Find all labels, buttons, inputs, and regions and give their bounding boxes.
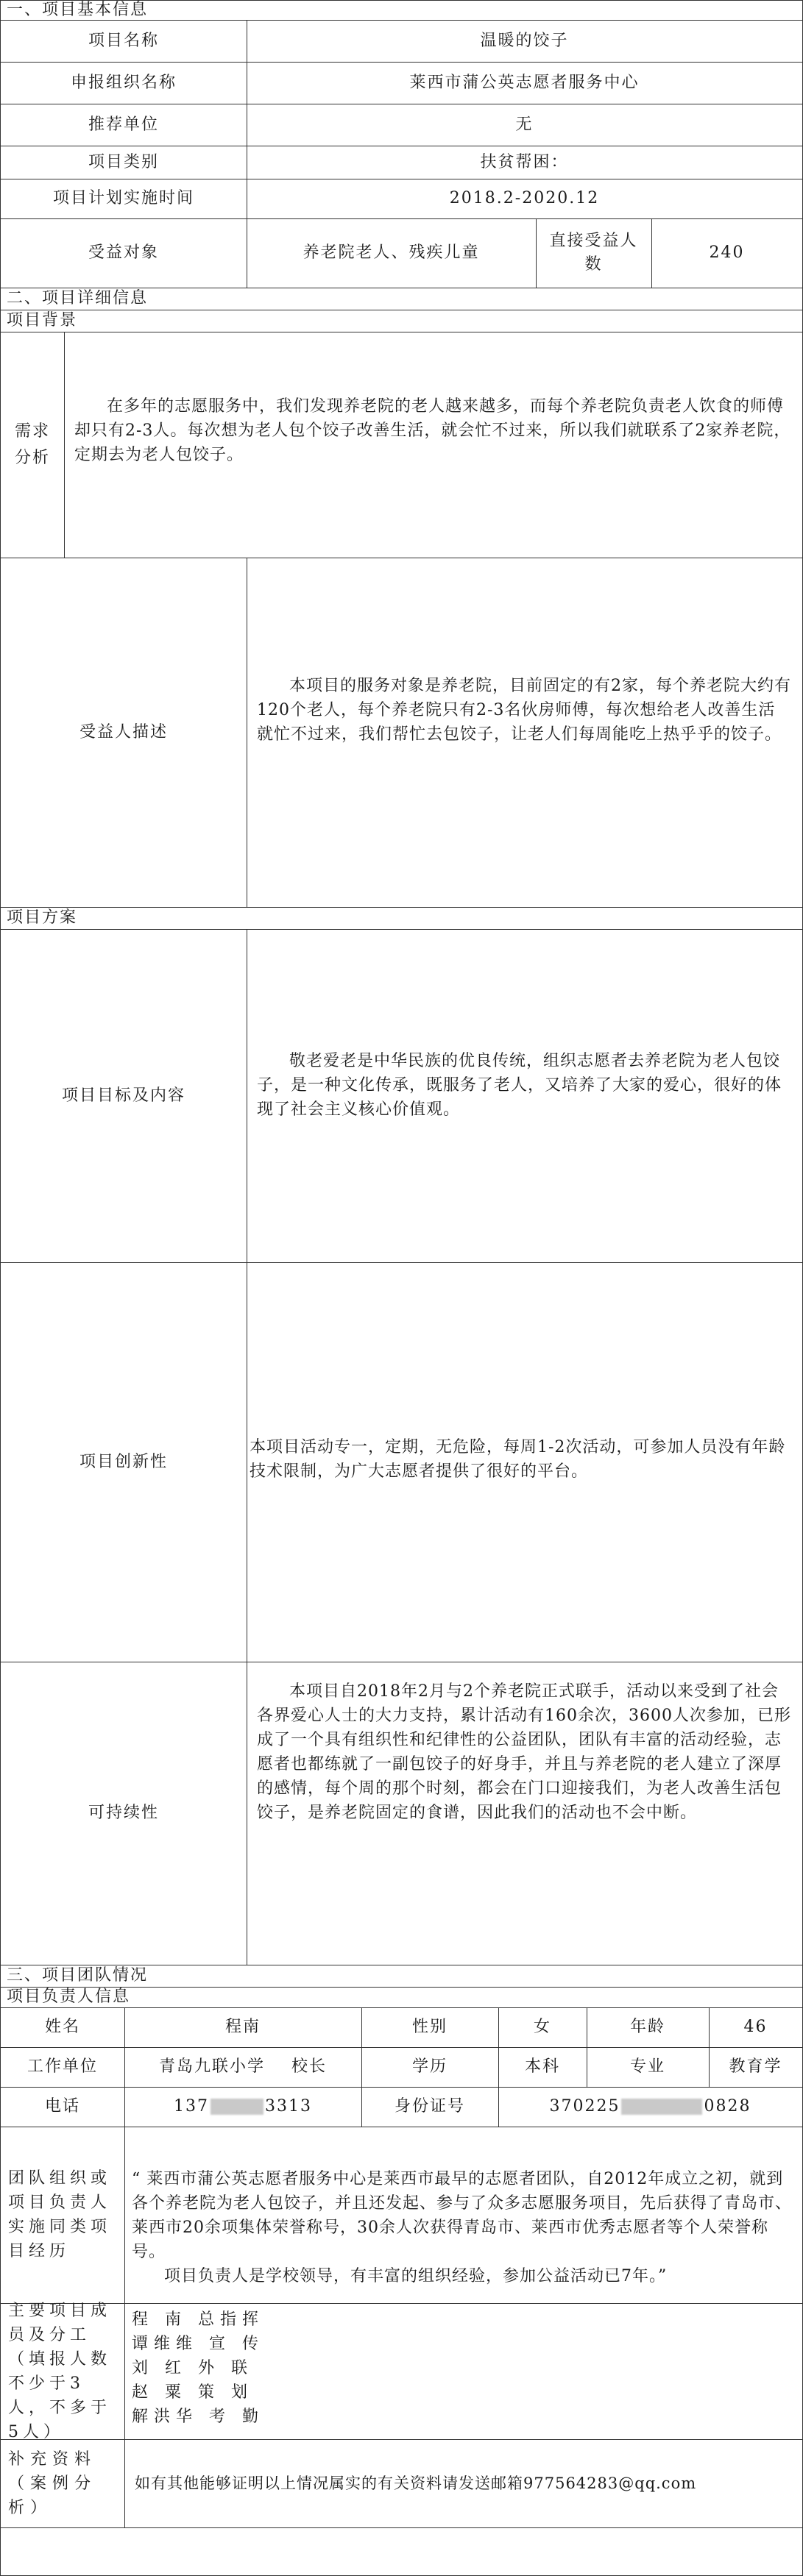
need-analysis-text: 在多年的志愿服务中，我们发现养老院的老人越来越多，而每个养老院负责老人饮食的师傅却只有2-3人。每次想为老人包个饺子改善生活，就会忙不过来，所以我们就联系了2家养老院，定期去为老人包饺子。 (74, 397, 791, 464)
leader-title: 项目负责人信息 (7, 1988, 131, 2007)
member-row: 赵 粟 策 划 (132, 2383, 253, 2402)
innovation-text: 本项目活动专一，定期，无危险，每周1-2次活动，可参加人员没有年龄技术限制，为广大志愿者提供了很好的平台。 (250, 1438, 786, 1481)
edu-value: 本科 (524, 2057, 560, 2077)
members-list (124, 2303, 802, 2439)
sustainability-text: 本项目自2018年2月与2个养老院正式联手，活动以来受到了社会各界爱心人士的大力支持，累计活动有160余次，3600人次参加，已形成了一个具有组织性和纪律性的公益团队，团队有丰富的活动经验，志愿者也都练就了一副包饺子的好身手，并且与养老院的老人建立了深厚的感情，每个周的那个时刻，都会在门口迎接我们，为老人改善生活包饺子，是养老院固定的食谱，因此我们的活动也不会中断。 (257, 1682, 791, 1822)
major-value: 教育学 (729, 2057, 782, 2077)
edu-label: 学历 (411, 2057, 448, 2077)
category-label: 项目类别 (88, 152, 159, 171)
redaction-mask (621, 2099, 702, 2115)
project-name-value: 温暖的饺子 (480, 31, 569, 50)
experience-text: “ 莱西市蒲公英志愿者服务中心是莱西市最早的志愿者团队，自2012年成立之初，就到各个养老院为老人包饺子，并且还发起、参与了众多志愿服务项目，先后获得了青岛市、莱西市20余项集体荣誉称号，30余人次获得青岛市、莱西市优秀志愿者等个人荣誉称号。 项目负责人是学校领导，有丰富的组织经验，参加公益活动已7年。” (132, 2170, 793, 2285)
redaction-mask (211, 2099, 263, 2115)
category-value: 扶贫帮困： (480, 152, 569, 171)
members-label: 主要项目成员及分工（填报人数不少于3人，不多于5人） (8, 2301, 112, 2441)
major-label: 专业 (629, 2057, 665, 2077)
goal-text: 敬老爱老是中华民族的优良传统，组织志愿者去养老院为老人包饺子，是一种文化传承，既服务了老人，又培养了大家的爱心，很好的体现了社会主义核心价值观。 (257, 1052, 782, 1119)
work-value: 青岛九联小学 校长 (159, 2057, 327, 2077)
experience-label: 团队组织或项目负责人实施同类项目经历 (8, 2169, 112, 2260)
direct-beneficiary-label: 直接受益人数 (549, 232, 638, 274)
recommender-label: 推荐单位 (88, 115, 159, 134)
period-value: 2018.2-2020.12 (449, 189, 600, 208)
age-value: 46 (743, 2018, 768, 2037)
phone-label: 电话 (44, 2097, 80, 2116)
member-row: 谭维维 宣 传 (132, 2335, 265, 2353)
beneficiary-label: 受益对象 (88, 243, 159, 263)
sustainability-label: 可持续性 (88, 1804, 159, 1823)
member-row: 程 南 总指挥 (132, 2310, 265, 2329)
goal-label: 项目目标及内容 (61, 1086, 185, 1105)
background-title: 项目背景 (7, 311, 78, 330)
id-value: 370225 0828 (549, 2097, 751, 2116)
recommender-value: 无 (515, 115, 534, 134)
beneficiary-value: 养老院老人、残疾儿童 (303, 243, 480, 263)
org-name-label: 申报组织名称 (70, 73, 177, 92)
supplement-label: 补充资料（案例分析） (8, 2449, 97, 2517)
org-name-value: 莱西市蒲公英志愿者服务中心 (409, 73, 640, 92)
work-label: 工作单位 (26, 2057, 98, 2077)
beneficiary-desc-text: 本项目的服务对象是养老院，目前固定的有2家，每个养老院大约有120个老人，每个养老院只有2-3名伙房师傅，每次想给老人改善生活就忙不过来，我们帮忙去包饺子，让老人们每周能吃上热乎乎的饺子。 (257, 677, 791, 744)
age-label: 年龄 (629, 2018, 665, 2037)
supplement-text: 如有其他能够证明以上情况属实的有关资料请发送邮箱977564283@qq.com (135, 2474, 697, 2492)
need-analysis-label: 需求分析 (14, 421, 50, 467)
member-row: 解洪华 考 勤 (132, 2408, 265, 2426)
innovation-label: 项目创新性 (79, 1452, 168, 1471)
gender-label: 性别 (411, 2018, 448, 2037)
direct-beneficiary-value: 240 (709, 243, 745, 263)
plan-title: 项目方案 (7, 908, 78, 928)
project-name-label: 项目名称 (88, 31, 159, 50)
section-title-details: 二、项目详细信息 (7, 289, 149, 308)
name-label: 姓名 (44, 2018, 80, 2037)
member-row: 刘 红 外 联 (132, 2359, 253, 2377)
section-title-team: 三、项目团队情况 (7, 1966, 149, 1985)
section-title-basic: 一、项目基本信息 (7, 1, 149, 20)
name-value: 程南 (224, 2018, 261, 2037)
gender-value: 女 (533, 2018, 551, 2037)
id-label: 身份证号 (394, 2097, 465, 2116)
beneficiary-desc-label: 受益人描述 (79, 722, 168, 741)
period-label: 项目计划实施时间 (52, 189, 194, 208)
phone-value: 137 3313 (174, 2097, 312, 2116)
